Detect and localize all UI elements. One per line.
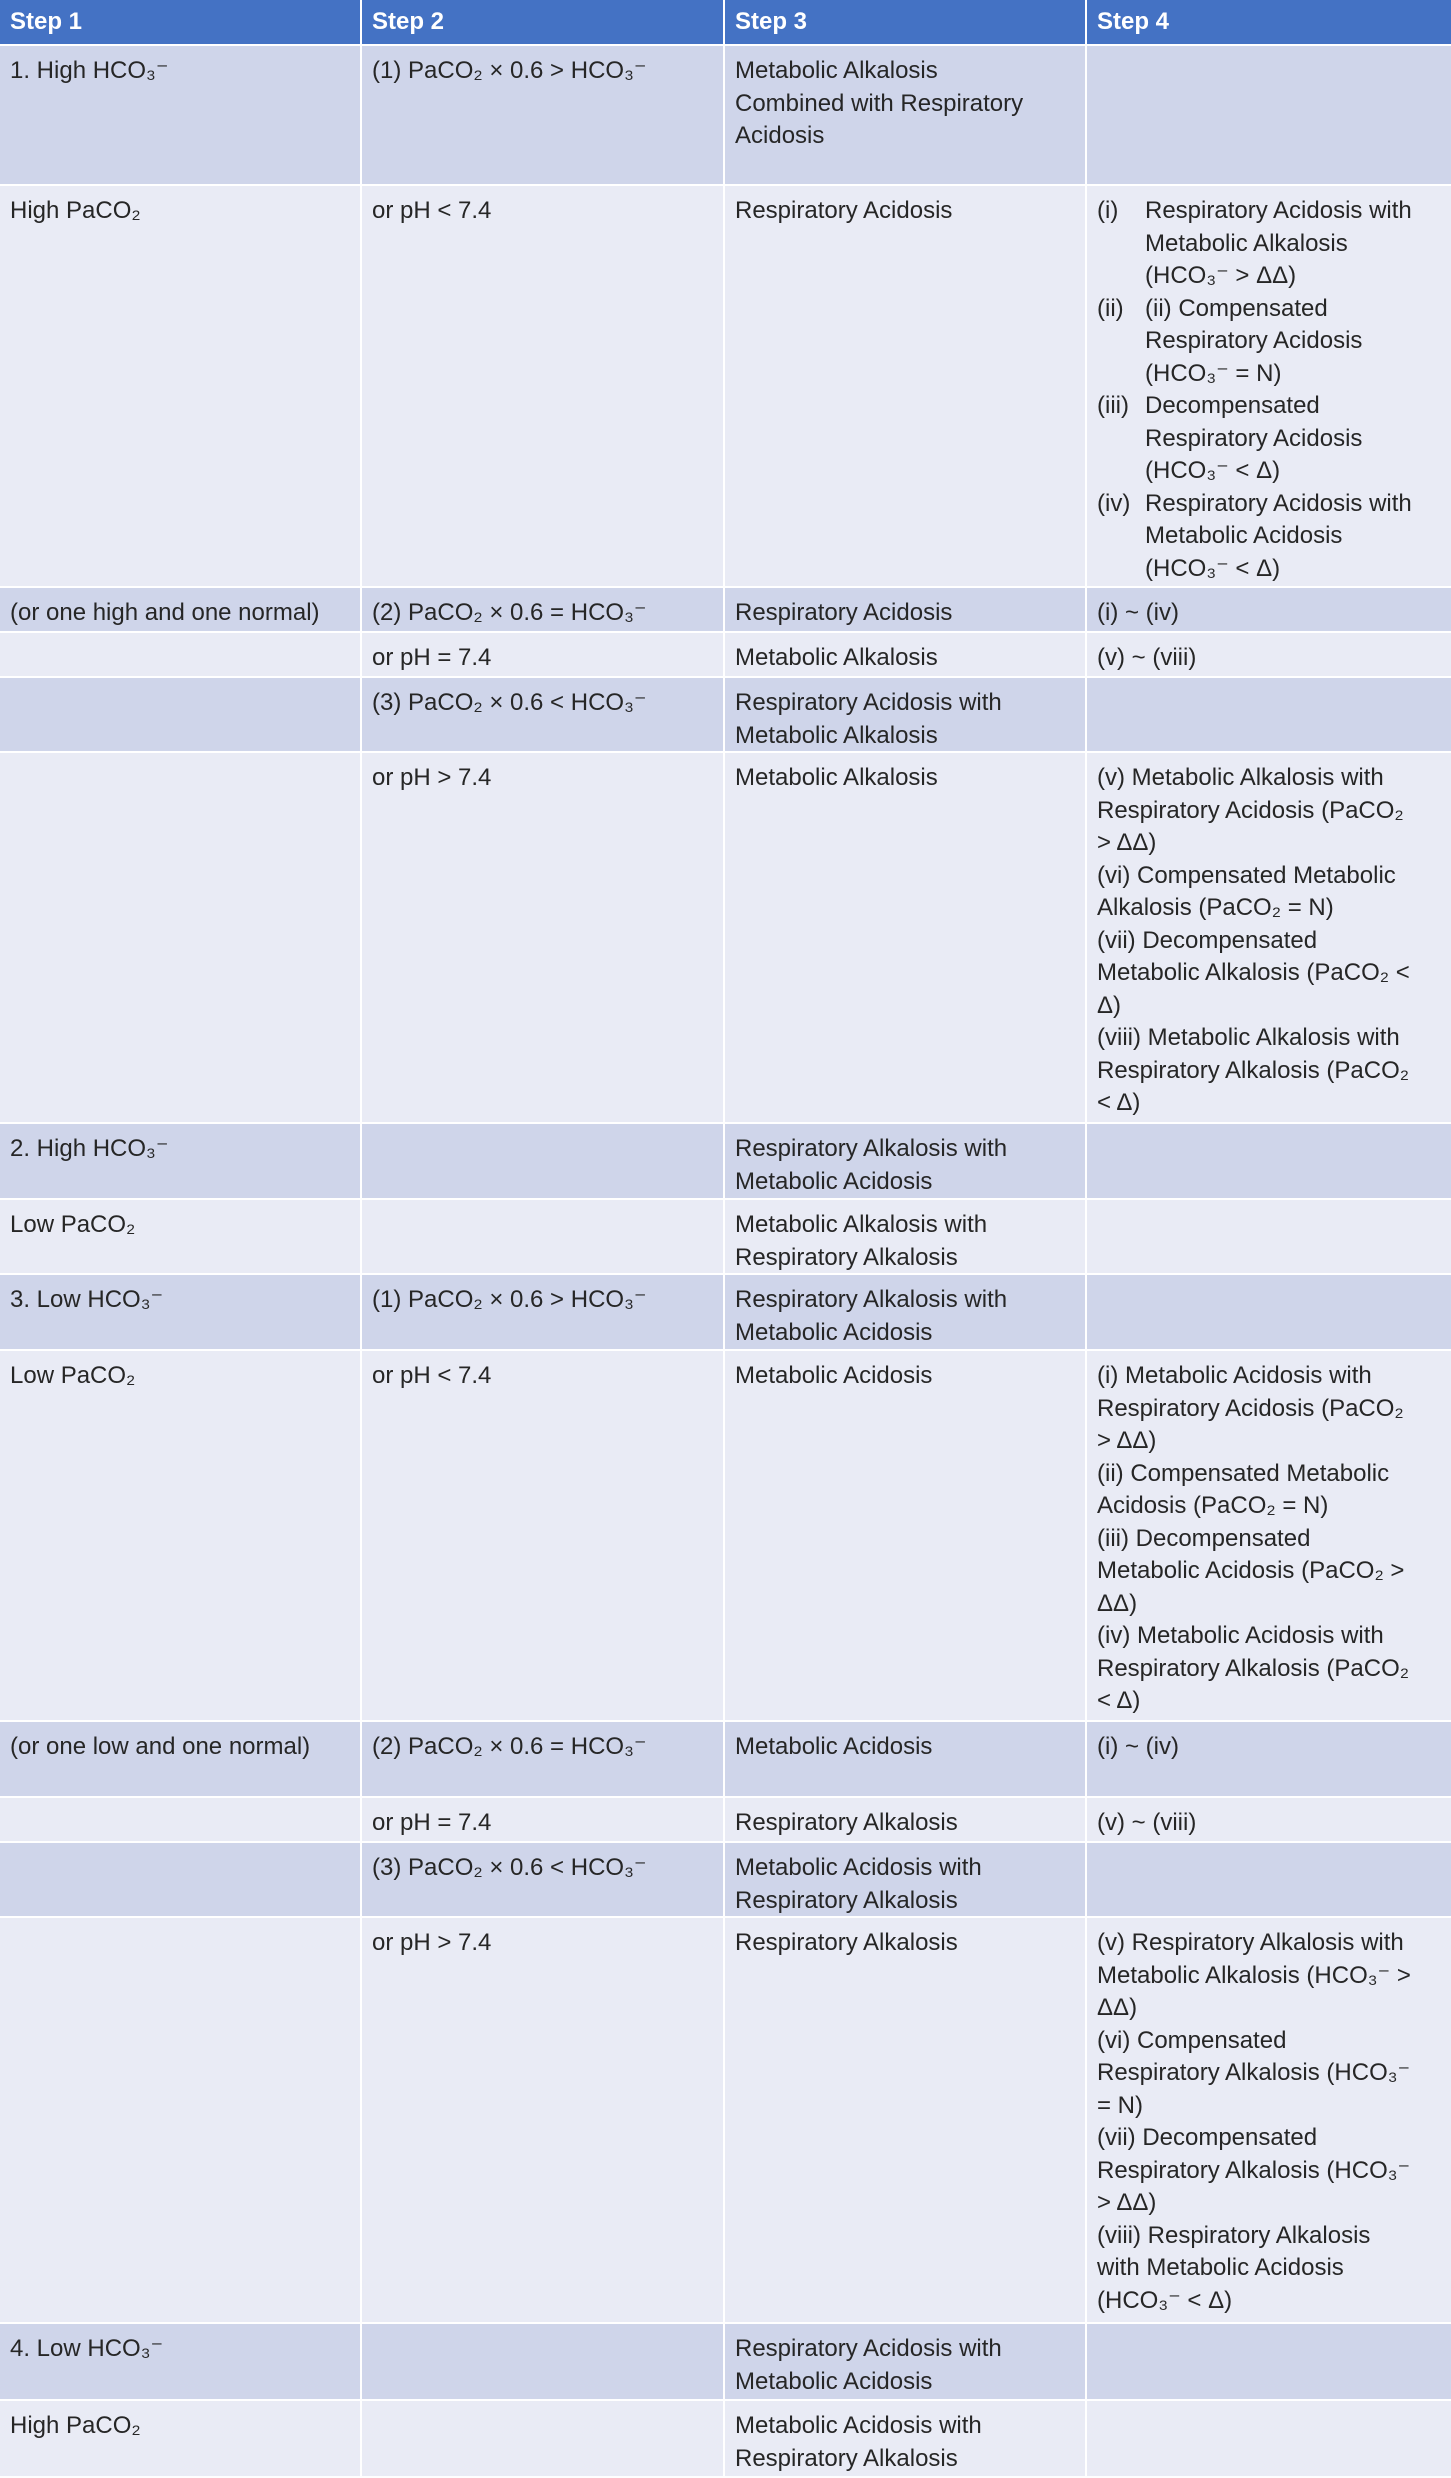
cell-text-line: (vii) Decompensated (1097, 2124, 1318, 2151)
cell-text-line: ΔΔ) (1097, 1589, 1138, 1617)
cell-step-4 (1087, 1918, 1451, 2324)
cell-step-1: High PaCO₂ (0, 2401, 362, 2478)
cell-text-line: Acidosis (735, 122, 825, 149)
cell-step-3 (725, 1798, 1087, 1843)
cell-step-2: (2) PaCO₂ × 0.6 = HCO₃⁻ (362, 1722, 725, 1798)
cell-text-line: Respiratory Acidosis (735, 599, 953, 626)
cell-text-line: Metabolic Alkalosis (HCO₃⁻ > (1097, 1961, 1411, 1989)
cell-step-4 (1087, 588, 1451, 633)
cell-text-line: Respiratory Alkalosis (PaCO₂ (1097, 1056, 1410, 1084)
cell-step-3 (725, 678, 1087, 753)
cell-step-1 (0, 753, 362, 1124)
cell-text-line: Decompensated (1145, 392, 1320, 419)
table-row (0, 753, 1451, 1124)
cell-step-2: (3) PaCO₂ × 0.6 < HCO₃⁻ (362, 678, 725, 753)
cell-text-line: > ΔΔ) (1097, 1427, 1157, 1454)
cell-text-line: (vi) Compensated Metabolic (1097, 861, 1396, 889)
cell-step-4 (1087, 2324, 1451, 2401)
table-row (0, 1843, 1451, 1918)
step-4-list-item (1097, 488, 1441, 586)
table-row (0, 1722, 1451, 1798)
cell-step-4 (1087, 1843, 1451, 1918)
cell-text-line: (ii) Compensated Metabolic (1097, 1459, 1390, 1487)
cell-text-line: Metabolic Acidosis (735, 2367, 933, 2395)
cell-step-3 (725, 1351, 1087, 1722)
cell-text-line: (v) ~ (viii) (1097, 644, 1197, 671)
cell-step-2: (1) PaCO₂ × 0.6 > HCO₃⁻ (362, 46, 725, 186)
cell-step-2: or pH > 7.4 (362, 753, 725, 1124)
cell-step-2 (362, 1200, 725, 1275)
cell-text-line: ΔΔ) (1097, 1994, 1138, 2021)
list-item-text (1145, 293, 1441, 391)
cell-text-line: = N) (1097, 2091, 1144, 2119)
table-row (0, 1351, 1451, 1722)
cell-text-line: with Metabolic Acidosis (1097, 2254, 1344, 2281)
cell-step-3 (725, 1843, 1087, 1918)
table-row (0, 633, 1451, 678)
cell-text-line: Metabolic Acidosis (735, 1167, 933, 1195)
cell-step-4 (1087, 46, 1451, 186)
cell-step-1 (0, 1918, 362, 2324)
cell-step-1: (or one high and one normal) (0, 588, 362, 633)
cell-step-1 (0, 633, 362, 678)
cell-text-line: Metabolic Alkalosis (735, 764, 938, 791)
list-item-number: (iii) (1097, 392, 1129, 419)
cell-text-line: Respiratory Alkalosis (735, 1809, 958, 1836)
cell-step-3 (725, 1200, 1087, 1275)
cell-text-line: Metabolic Acidosis (PaCO₂ > (1097, 1557, 1405, 1584)
cell-text-line: (viii) Metabolic Alkalosis with (1097, 1024, 1400, 1051)
cell-text-line: Metabolic Alkalosis (735, 721, 938, 749)
cell-step-1 (0, 1843, 362, 1918)
cell-text-line: Δ) (1097, 991, 1122, 1019)
cell-text-line: Metabolic Alkalosis (735, 644, 938, 671)
cell-step-2: or pH < 7.4 (362, 1351, 725, 1722)
cell-step-3 (725, 1918, 1087, 2324)
cell-step-1: 2. High HCO₃⁻ (0, 1124, 362, 1200)
cell-text-line: (HCO₃⁻ = N) (1145, 359, 1282, 387)
cell-text-line: Combined with Respiratory (735, 89, 1024, 117)
cell-step-4 (1087, 1351, 1451, 1722)
list-item-text (1145, 488, 1441, 586)
cell-text-line: Respiratory Alkalosis (HCO₃⁻ (1097, 2059, 1411, 2086)
cell-text-line: > ΔΔ) (1097, 829, 1157, 856)
cell-step-4 (1087, 1798, 1451, 1843)
cell-step-4 (1087, 2401, 1451, 2478)
cell-step-3 (725, 1722, 1087, 1798)
cell-text-line: > ΔΔ) (1097, 2189, 1157, 2216)
cell-step-3 (725, 186, 1087, 588)
cell-text-line: (iv) Metabolic Acidosis with (1097, 1622, 1384, 1649)
cell-text-line: Respiratory Alkalosis with (735, 1135, 1008, 1162)
step-4-list-item (1097, 293, 1441, 391)
header-step-3: Step 3 (725, 0, 1087, 46)
cell-text-line: Respiratory Acidosis with (735, 2335, 1002, 2362)
table-row (0, 1275, 1451, 1351)
cell-step-4 (1087, 633, 1451, 678)
cell-text-line: Respiratory Acidosis with (1145, 197, 1412, 224)
cell-text-line: Metabolic Alkalosis (1145, 229, 1348, 257)
cell-step-2 (362, 2324, 725, 2401)
cell-step-4 (1087, 1124, 1451, 1200)
table-row (0, 1798, 1451, 1843)
cell-text-line: Metabolic Acidosis (735, 1362, 933, 1389)
cell-step-4 (1087, 1275, 1451, 1351)
cell-text-line: Respiratory Acidosis (735, 197, 953, 224)
cell-text-line: (i) ~ (iv) (1097, 599, 1179, 626)
list-item-number: (ii) (1097, 294, 1124, 322)
header-step-2: Step 2 (362, 0, 725, 46)
step-4-list-item (1097, 195, 1441, 293)
cell-text-line: Metabolic Alkalosis (735, 57, 938, 84)
cell-text-line: Respiratory Acidosis with (735, 689, 1002, 716)
list-item-text (1145, 195, 1441, 293)
cell-text-line: Acidosis (PaCO₂ = N) (1097, 1492, 1329, 1519)
cell-text-line: Metabolic Acidosis (1145, 522, 1343, 549)
cell-text-line: (iii) Decompensated (1097, 1524, 1311, 1552)
table-row (0, 1918, 1451, 2324)
cell-step-4 (1087, 678, 1451, 753)
cell-text-line: (i) Metabolic Acidosis with (1097, 1362, 1372, 1389)
cell-step-3 (725, 2401, 1087, 2478)
header-step-4: Step 4 (1087, 0, 1451, 46)
cell-step-1 (0, 1798, 362, 1843)
cell-step-3 (725, 633, 1087, 678)
cell-text-line: < Δ) (1097, 1687, 1141, 1714)
cell-text-line: Respiratory Alkalosis (735, 1243, 958, 1271)
cell-text-line: Metabolic Alkalosis with (735, 1211, 988, 1238)
cell-step-2 (362, 1124, 725, 1200)
cell-step-3 (725, 753, 1087, 1124)
cell-step-1: 3. Low HCO₃⁻ (0, 1275, 362, 1351)
cell-text-line: < Δ) (1097, 1089, 1141, 1116)
cell-text-line: (vii) Decompensated (1097, 926, 1318, 954)
list-item-text (1145, 390, 1441, 488)
cell-text-line: Respiratory Alkalosis (735, 2444, 958, 2472)
cell-text-line: Metabolic Alkalosis (PaCO₂ < (1097, 959, 1410, 986)
cell-step-2: (1) PaCO₂ × 0.6 > HCO₃⁻ (362, 1275, 725, 1351)
cell-text-line: Metabolic Acidosis with (735, 2412, 982, 2439)
cell-step-1: 1. High HCO₃⁻ (0, 46, 362, 186)
cell-step-2 (362, 2401, 725, 2478)
cell-text-line: (vi) Compensated (1097, 2026, 1287, 2054)
cell-text-line: Respiratory Acidosis (PaCO₂ (1097, 796, 1404, 824)
table-row (0, 1200, 1451, 1275)
cell-step-4 (1087, 753, 1451, 1124)
cell-text-line: Respiratory Alkalosis (735, 1929, 958, 1956)
cell-text-line: (HCO₃⁻ < Δ) (1145, 457, 1281, 484)
cell-text-line: Respiratory Alkalosis (735, 1886, 958, 1914)
cell-step-1: (or one low and one normal) (0, 1722, 362, 1798)
cell-text-line: Respiratory Acidosis with (1145, 489, 1412, 517)
cell-text-line: Metabolic Acidosis (735, 1733, 933, 1760)
cell-text-line: Alkalosis (PaCO₂ = N) (1097, 894, 1334, 921)
cell-text-line: Respiratory Acidosis (1145, 424, 1363, 452)
table-row (0, 46, 1451, 186)
table-row (0, 678, 1451, 753)
cell-step-3 (725, 1124, 1087, 1200)
step-4-list-item (1097, 390, 1441, 488)
cell-step-4 (1087, 186, 1451, 588)
cell-text-line: (v) Respiratory Alkalosis with (1097, 1929, 1404, 1956)
cell-step-1: 4. Low HCO₃⁻ (0, 2324, 362, 2401)
cell-text-line: Respiratory Alkalosis (HCO₃⁻ (1097, 2156, 1411, 2184)
cell-step-3 (725, 588, 1087, 633)
cell-text-line: (viii) Respiratory Alkalosis (1097, 2221, 1371, 2249)
cell-text-line: (ii) Compensated (1145, 294, 1328, 322)
cell-text-line: Respiratory Acidosis (1145, 327, 1363, 354)
cell-text-line: Respiratory Alkalosis (PaCO₂ (1097, 1654, 1410, 1682)
cell-step-2: or pH < 7.4 (362, 186, 725, 588)
cell-step-3 (725, 46, 1087, 186)
cell-step-4 (1087, 1200, 1451, 1275)
cell-step-1: Low PaCO₂ (0, 1351, 362, 1722)
table-header-row (0, 0, 1451, 46)
cell-text-line: (v) ~ (viii) (1097, 1809, 1197, 1836)
cell-text-line: (i) ~ (iv) (1097, 1733, 1179, 1760)
table-row (0, 186, 1451, 588)
cell-step-1 (0, 678, 362, 753)
cell-step-3 (725, 1275, 1087, 1351)
cell-text-line: (HCO₃⁻ < Δ) (1145, 554, 1281, 582)
cell-text-line: Respiratory Acidosis (PaCO₂ (1097, 1394, 1404, 1422)
cell-step-1: High PaCO₂ (0, 186, 362, 588)
list-item-number: (i) (1097, 197, 1119, 224)
cell-step-1: Low PaCO₂ (0, 1200, 362, 1275)
cell-step-3 (725, 2324, 1087, 2401)
cell-text-line: (HCO₃⁻ > ΔΔ) (1145, 262, 1297, 289)
cell-step-2: or pH = 7.4 (362, 1798, 725, 1843)
cell-text-line: Respiratory Alkalosis with (735, 1286, 1008, 1313)
cell-step-2: (3) PaCO₂ × 0.6 < HCO₃⁻ (362, 1843, 725, 1918)
table-row (0, 1124, 1451, 1200)
table-row (0, 2324, 1451, 2401)
table-row (0, 588, 1451, 633)
cell-step-2: or pH > 7.4 (362, 1918, 725, 2324)
cell-step-2: (2) PaCO₂ × 0.6 = HCO₃⁻ (362, 588, 725, 633)
cell-text-line: (v) Metabolic Alkalosis with (1097, 764, 1384, 791)
list-item-number: (iv) (1097, 489, 1131, 517)
table-row (0, 2401, 1451, 2478)
cell-step-4 (1087, 1722, 1451, 1798)
cell-step-2: or pH = 7.4 (362, 633, 725, 678)
cell-text-line: (HCO₃⁻ < Δ) (1097, 2286, 1233, 2314)
cell-text-line: Metabolic Acidosis (735, 1318, 933, 1346)
cell-text-line: Metabolic Acidosis with (735, 1854, 982, 1881)
header-step-1: Step 1 (0, 0, 362, 46)
